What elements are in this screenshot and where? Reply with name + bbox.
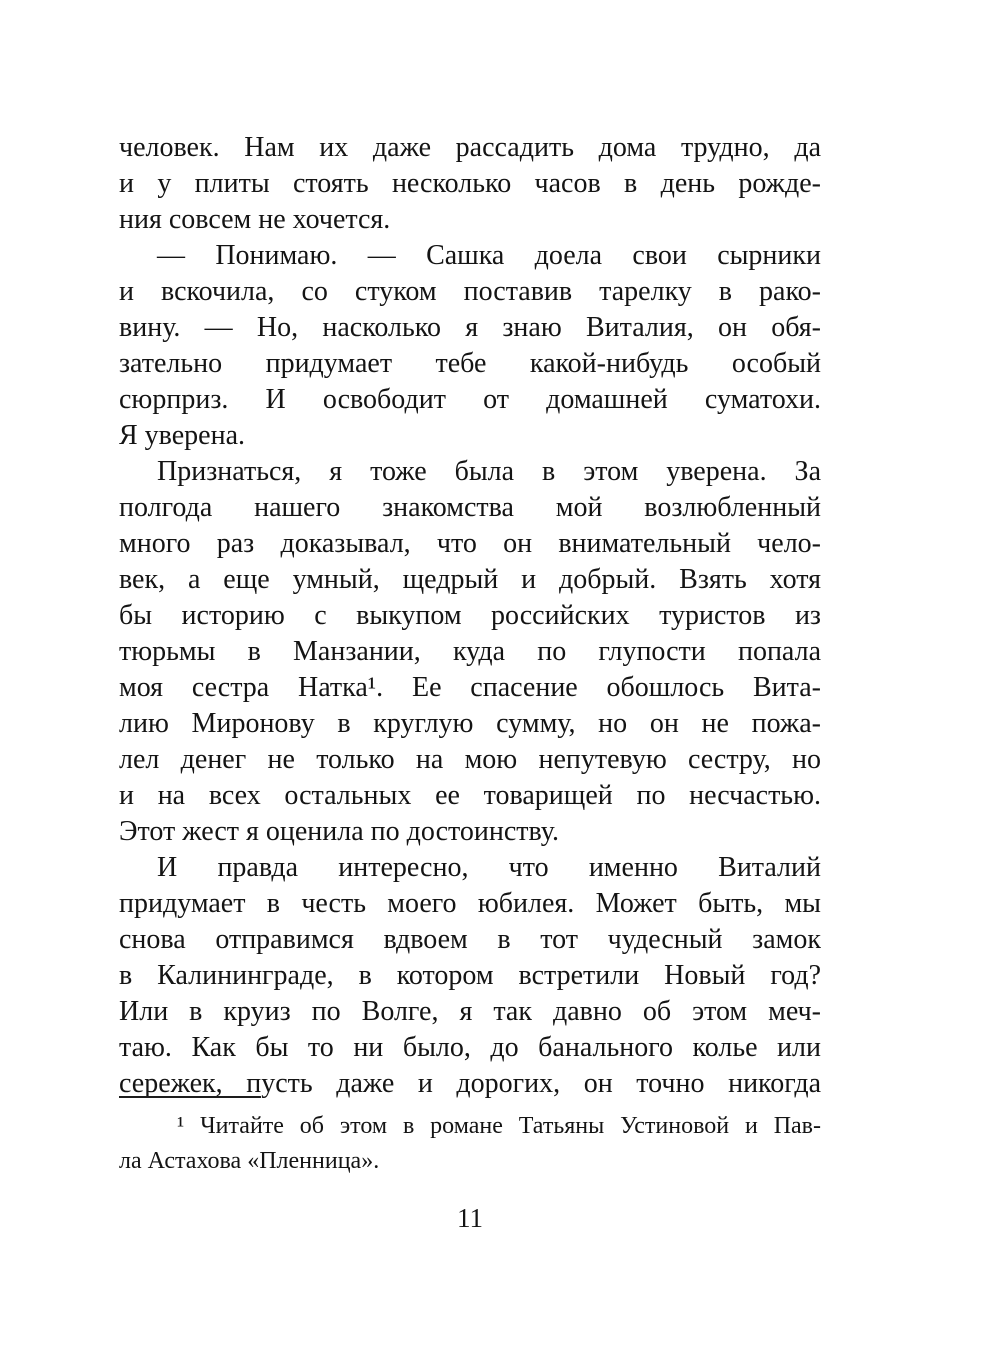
footnote-rule xyxy=(119,1096,261,1098)
text-line: сюрприз. И освободит от домашней суматохи. xyxy=(119,384,821,415)
text-line: тюрьмы в Манзании, куда по глупости попала xyxy=(119,636,821,667)
text-line: и на всех остальных ее товарищей по несчастью. xyxy=(119,780,821,811)
footnote-line: ¹ Читайте об этом в романе Татьяны Устиновой и Пав- xyxy=(177,1113,821,1139)
text-line: бы историю с выкупом российских туристов из xyxy=(119,600,821,631)
text-line: таю. Как бы то ни было, до банального колье или xyxy=(119,1032,821,1063)
paragraph xyxy=(119,850,821,1102)
text-line: сережек, пусть даже и дорогих, он точно никогда xyxy=(119,1068,821,1099)
text-line: Я уверена. xyxy=(119,420,245,451)
text-line: полгода нашего знакомства мой возлюбленный xyxy=(119,492,821,523)
paragraph xyxy=(119,454,821,850)
text-line: и у плиты стоять несколько часов в день рожде- xyxy=(119,168,821,199)
text-line: И правда интересно, что именно Виталий xyxy=(157,852,821,883)
text-line: зательно придумает тебе какой-нибудь особый xyxy=(119,348,821,379)
text-line: придумает в честь моего юбилея. Может быть, мы xyxy=(119,888,821,919)
text-line: в Калининграде, в котором встретили Новый год? xyxy=(119,960,821,991)
text-line: и вскочила, со стуком поставив тарелку в рако- xyxy=(119,276,821,307)
text-line: — Понимаю. — Сашка доела свои сырники xyxy=(157,240,821,271)
text-line: век, а еще умный, щедрый и добрый. Взять хотя xyxy=(119,564,821,595)
footnote xyxy=(119,1096,821,1179)
text-line: ния совсем не хочется. xyxy=(119,204,391,235)
page-number: 11 xyxy=(457,1203,483,1233)
paragraph xyxy=(119,238,821,454)
text-line: вину. — Но, насколько я знаю Виталия, он обя- xyxy=(119,312,821,343)
text-line: Или в круиз по Волге, я так давно об этом меч- xyxy=(119,996,821,1027)
text-line: лел денег не только на мою непутевую сестру, но xyxy=(119,744,821,775)
text-line: снова отправимся вдвоем в тот чудесный замок xyxy=(119,924,821,955)
text-line: человек. Нам их даже рассадить дома трудно, да xyxy=(119,132,821,163)
text-line: Этот жест я оценила по достоинству. xyxy=(119,816,559,847)
text-line: Признаться, я тоже была в этом уверена. За xyxy=(157,456,821,487)
footnote-line: ла Астахова «Пленница». xyxy=(119,1148,380,1174)
text-line: моя сестра Натка¹. Ее спасение обошлось Вита- xyxy=(119,672,821,703)
paragraph xyxy=(119,130,821,238)
text-line: лию Миронову в круглую сумму, но он не пожа- xyxy=(119,708,821,739)
text-line: много раз доказывал, что он внимательный чело- xyxy=(119,528,821,559)
page-body xyxy=(119,130,821,1102)
